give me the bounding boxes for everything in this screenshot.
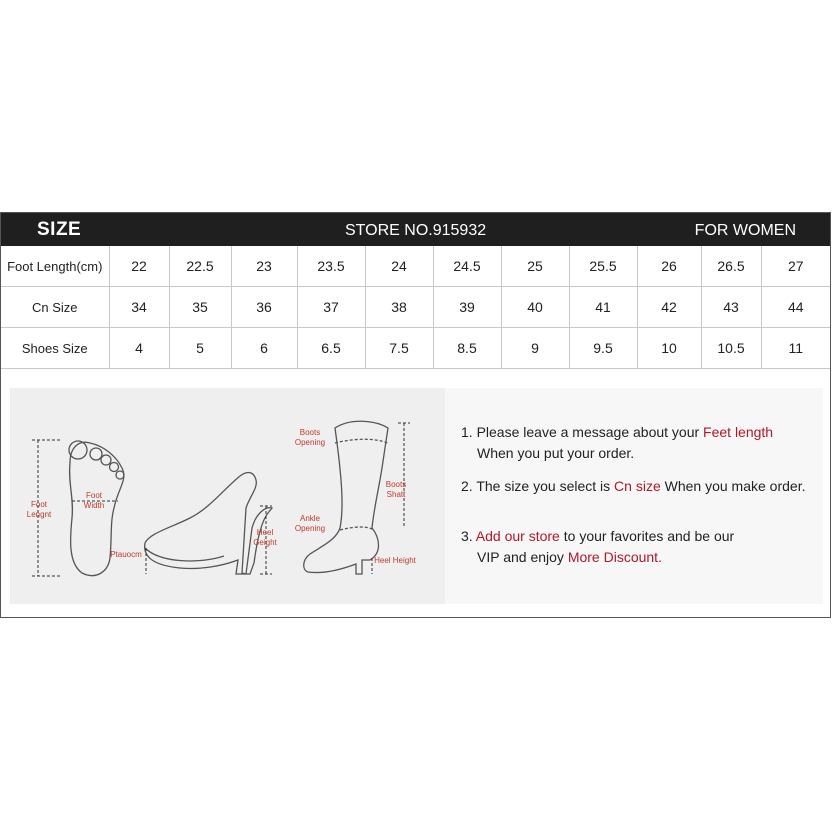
instruction-2 xyxy=(461,476,805,497)
table-cell: 24 xyxy=(365,246,433,287)
table-cell: 26 xyxy=(637,246,701,287)
store-number: STORE NO.915932 xyxy=(345,222,487,239)
table-cell: 44 xyxy=(761,287,830,328)
table-cell: 9.5 xyxy=(569,328,637,369)
instruction-2-suffix: When you make order. xyxy=(660,478,806,494)
ankle-opening-line xyxy=(340,527,374,530)
table-cell: 36 xyxy=(231,287,297,328)
audience-label: FOR WOMEN xyxy=(694,222,796,239)
toe-2 xyxy=(90,448,102,460)
table-cell: 40 xyxy=(501,287,569,328)
table-row xyxy=(1,328,830,369)
table-cell: 10 xyxy=(637,328,701,369)
instructions-panel xyxy=(445,388,823,604)
table-cell: 11 xyxy=(761,328,830,369)
instruction-3-line2: VIP and enjoy xyxy=(477,549,568,565)
chart-header xyxy=(1,213,830,246)
table-cell: 10.5 xyxy=(701,328,761,369)
toe-3 xyxy=(101,455,111,465)
table-cell: 39 xyxy=(433,287,501,328)
table-cell: 37 xyxy=(297,287,365,328)
table-cell: 22 xyxy=(109,246,169,287)
table-row xyxy=(1,246,830,287)
label-boot-heel: Heel Height xyxy=(374,556,416,565)
label-pump-heel: Heel Geight xyxy=(253,528,277,547)
instruction-3-line2-highlight: More Discount. xyxy=(567,549,662,565)
table-cell: 23 xyxy=(231,246,297,287)
table-cell: 9 xyxy=(501,328,569,369)
table-cell: 4 xyxy=(109,328,169,369)
measurement-diagram xyxy=(10,388,445,604)
instruction-2-highlight: Cn size xyxy=(614,478,661,494)
table-row xyxy=(1,287,830,328)
table-cell: 23.5 xyxy=(297,246,365,287)
table-cell: 8.5 xyxy=(433,328,501,369)
table-cell: 25 xyxy=(501,246,569,287)
label-foot-length: Foot Lengnt xyxy=(26,500,52,519)
toe-4 xyxy=(110,463,119,472)
table-cell: 27 xyxy=(761,246,830,287)
pump-outline xyxy=(145,473,272,574)
label-platform: Ptauocm xyxy=(110,550,142,559)
table-cell: 22.5 xyxy=(169,246,231,287)
instruction-3-prefix: 3. xyxy=(461,528,476,544)
table-cell: 6 xyxy=(231,328,297,369)
pump-platform xyxy=(145,548,224,561)
size-chart xyxy=(0,212,831,618)
table-cell: 26.5 xyxy=(701,246,761,287)
toe-5 xyxy=(116,471,124,479)
table-cell: 41 xyxy=(569,287,637,328)
row-label: Foot Length(cm) xyxy=(1,246,109,287)
size-table xyxy=(1,246,830,369)
instruction-2-text: 2. The size you select is xyxy=(461,478,615,494)
table-cell: 35 xyxy=(169,287,231,328)
label-ankle-opening: Ankle Opening xyxy=(294,514,326,533)
table-cell: 24.5 xyxy=(433,246,501,287)
row-label: Shoes Size xyxy=(1,328,109,369)
table-cell: 42 xyxy=(637,287,701,328)
table-cell: 38 xyxy=(365,287,433,328)
table-cell: 25.5 xyxy=(569,246,637,287)
instruction-1-line2: When you put your order. xyxy=(477,445,635,461)
instruction-1 xyxy=(461,422,773,464)
label-boots-shaft: Boots Shatt xyxy=(385,480,407,499)
instruction-3-highlight: Add our store xyxy=(475,528,560,544)
table-cell: 34 xyxy=(109,287,169,328)
table-cell: 6.5 xyxy=(297,328,365,369)
table-cell: 43 xyxy=(701,287,761,328)
instruction-3 xyxy=(461,526,734,568)
instruction-1-highlight: Feet length xyxy=(703,424,774,440)
row-label: Cn Size xyxy=(1,287,109,328)
table-cell: 7.5 xyxy=(365,328,433,369)
table-cell: 5 xyxy=(169,328,231,369)
label-boots-opening: Boots Opening xyxy=(294,428,326,447)
instruction-3-suffix: to your favorites and be our xyxy=(559,528,735,544)
boot-opening-line xyxy=(335,439,388,443)
instruction-1-text: 1. Please leave a message about your xyxy=(461,424,704,440)
size-title: SIZE xyxy=(37,219,82,240)
label-foot-width: Foot Width xyxy=(83,491,105,510)
